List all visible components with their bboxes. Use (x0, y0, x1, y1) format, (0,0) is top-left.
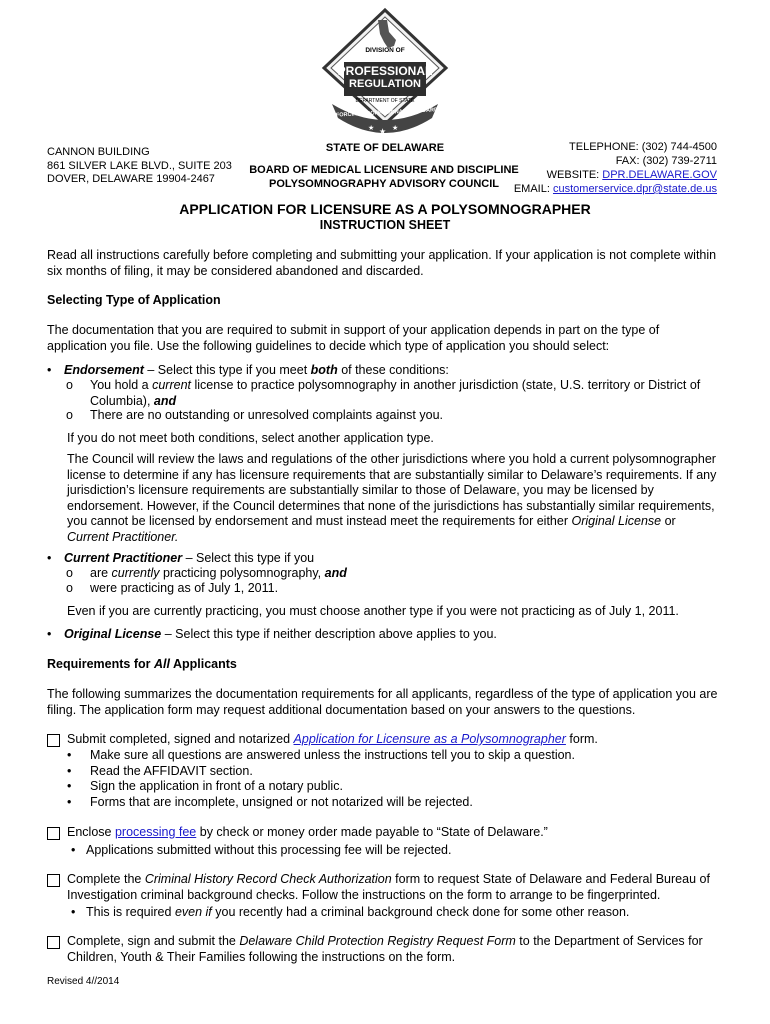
website (480, 168, 717, 182)
website-label: WEBSITE: (546, 169, 600, 181)
application-bullets (67, 748, 575, 810)
endorsement-tail: of these conditions: (337, 363, 449, 377)
emphasis-currently: currently (111, 566, 160, 580)
paragraph-line: license to determine if any has licensure requirements that are substantially similar to Delaware’s requirements. If any (67, 467, 717, 482)
paragraph-line: jurisdiction’s licensure requirements are substantially similar to those of Delaware, you may be licensed by (67, 483, 654, 497)
email-link[interactable]: customerservice.dpr@state.de.us (552, 183, 717, 195)
seal-arc-text: ENFORCING PROFESSIONAL STANDARDS (328, 107, 442, 119)
emphasis-even-if: even if (174, 905, 212, 919)
bullet: • (67, 779, 72, 793)
fee-bullet (67, 843, 451, 859)
intro-line: six months of filing, it may be considered abandoned and discarded. (47, 263, 424, 278)
text: There are no outstanding or unresolved complaints against you. (90, 408, 443, 422)
list-item: Sign the application in front of a notary public. (90, 779, 343, 793)
sub-bullet: o (66, 566, 73, 580)
text: Requirements for (47, 657, 154, 671)
current-condition-2 (66, 581, 278, 597)
list-item: Make sure all questions are answered unless the instructions tell you to skip a question. (90, 748, 575, 762)
sub-bullet: o (66, 408, 73, 422)
current-practitioner-term: Current Practitioner (64, 551, 183, 565)
svg-text:★: ★ (392, 124, 399, 132)
checkbox-fee[interactable] (47, 827, 60, 840)
address-block (47, 146, 232, 187)
emphasis-all: All (153, 657, 170, 671)
text: – Select this type if you (182, 551, 315, 565)
emphasis-current-practitioner: Current Practitioner. (67, 529, 179, 544)
requirement-application (67, 732, 598, 748)
bullet: • (71, 905, 76, 919)
text: Investigation criminal background checks. Follow the instructions on the form to arrange to be fingerprinted. (67, 887, 661, 902)
text: practicing polysomnography, (159, 566, 325, 580)
section2-paragraph (47, 687, 718, 718)
email-label: EMAIL: (513, 183, 550, 195)
text: Complete, sign and submit the (67, 934, 240, 948)
state-name: STATE OF DELAWARE (325, 142, 445, 154)
revision-date: Revised 4//2014 (47, 976, 120, 987)
council-name: POLYSOMNOGRAPHY ADVISORY COUNCIL (268, 178, 500, 190)
text: by check or money order made payable to “State of Delaware.” (196, 825, 548, 839)
board-name: BOARD OF MEDICAL LICENSURE AND DISCIPLINE (249, 164, 519, 176)
endorsement-lead: – Select this type if you meet (143, 363, 311, 377)
bullet: • (67, 794, 72, 809)
emphasis-and: and (324, 566, 347, 580)
text: are (90, 566, 112, 580)
contact-block (480, 140, 717, 196)
council-paragraph (67, 452, 716, 545)
website-link[interactable]: DPR.DELAWARE.GOV (602, 169, 717, 181)
emphasis-current: current (152, 378, 192, 392)
seal-line-1: DIVISION OF (365, 47, 405, 54)
text: This is required (86, 905, 175, 919)
text: Columbia), (90, 393, 154, 408)
original-license-item (47, 627, 497, 643)
bullet: • (47, 627, 52, 641)
seal-logo (318, 6, 452, 150)
requirement-fee (67, 825, 548, 841)
requirement-child-protection (67, 934, 703, 965)
endorsement-item (47, 363, 747, 379)
emphasis-original: Original License (571, 514, 662, 528)
paragraph-line: endorsement. However, if the Council determines that none of the jurisdictions has substantially similar requirements, (67, 498, 715, 513)
text: you recently had a criminal background check done for some other reason. (211, 905, 630, 919)
sub-bullet: o (66, 378, 73, 392)
text: form to request State of Delaware and Federal Bureau of (391, 872, 710, 886)
requirement-criminal-history (67, 872, 710, 903)
paragraph-line: The Council will review the laws and regulations of the other jurisdictions where you hold a current polysomnographer (67, 452, 716, 466)
criminal-history-bullet (67, 905, 629, 921)
current-condition-1 (66, 566, 347, 582)
emphasis-and: and (153, 393, 177, 408)
text: Applicants (169, 657, 237, 671)
seal-line-3: REGULATION (349, 78, 421, 90)
text: form. (565, 732, 598, 746)
address-line-3: DOVER, DELAWARE 19904-2467 (47, 173, 215, 185)
sub-bullet: o (66, 581, 73, 595)
original-license-term: Original License (64, 627, 162, 641)
text: you cannot be licensed by endorsement and must instead meet the requirements for either (67, 514, 572, 528)
checkbox-application[interactable] (47, 734, 60, 747)
seal-line-4: DEPARTMENT OF STATE (355, 98, 415, 104)
text: You hold a (90, 378, 153, 392)
bullet: • (47, 363, 52, 377)
checkbox-child-protection[interactable] (47, 936, 60, 949)
current-practitioner-item (47, 551, 314, 567)
paragraph-line: The following summarizes the documentation requirements for all applicants, regardless of the type of application you are (47, 687, 718, 701)
child-protection-form-name: Delaware Child Protection Registry Request Form (239, 934, 516, 948)
text: to the Department of Services for (515, 934, 703, 948)
text: license to practice polysomnography in another jurisdiction (state, U.S. territory or District of (191, 378, 701, 392)
section-heading-requirements (47, 657, 237, 673)
paragraph-line: application you file. Use the following guidelines to decide which type of application you should select: (47, 338, 610, 353)
text: Children, Youth & Their Families following the instructions on the form. (67, 949, 456, 964)
seal-line-2: PROFESSIONAL (337, 64, 433, 78)
text: Submit completed, signed and notarized (67, 732, 294, 746)
list-item: Read the AFFIDAVIT section. (90, 763, 253, 778)
text: were practicing as of July 1, 2011. (90, 581, 279, 595)
bullet: • (47, 551, 52, 565)
svg-text:★: ★ (368, 124, 375, 132)
endorsement-condition-2 (66, 408, 443, 424)
address-line-1: CANNON BUILDING (47, 146, 150, 158)
bullet: • (67, 748, 72, 762)
processing-fee-link[interactable]: processing fee (114, 825, 197, 839)
page-title: APPLICATION FOR LICENSURE AS A POLYSOMNOGRAPHER (179, 201, 591, 217)
svg-text:★: ★ (379, 127, 387, 136)
paragraph-line: filing. The application form may request additional documentation based on your answers to the questions. (47, 702, 636, 717)
list-item: Forms that are incomplete, unsigned or not notarized will be rejected. (90, 794, 473, 809)
text: Enclose (67, 825, 115, 839)
endorsement-condition-1 (66, 378, 700, 409)
list-item: Applications submitted without this processing fee will be rejected. (86, 843, 452, 857)
endorsement-note: If you do not meet both conditions, select another application type. (67, 431, 434, 445)
current-note: Even if you are currently practicing, you must choose another type if you were not practicing as of July 1, 2011. (67, 604, 679, 618)
emphasis-both: both (310, 363, 338, 377)
telephone: TELEPHONE: (302) 744-4500 (569, 141, 717, 153)
email (480, 182, 717, 196)
text: Complete the (67, 872, 145, 886)
application-form-link[interactable]: Application for Licensure as a Polysomnographer (293, 732, 566, 746)
intro-paragraph (47, 248, 716, 279)
text: – Select this type if neither description above applies to you. (161, 627, 497, 641)
bullet: • (67, 763, 72, 778)
section1-paragraph (47, 323, 659, 354)
checkbox-criminal-history[interactable] (47, 874, 60, 887)
fax: FAX: (302) 739-2711 (615, 155, 717, 167)
section-heading-type: Selecting Type of Application (47, 293, 221, 307)
intro-line: Read all instructions carefully before completing and submitting your application. If your application is not complete within (47, 248, 717, 262)
page-subtitle: INSTRUCTION SHEET (319, 218, 451, 232)
address-line-2: 861 SILVER LAKE BLVD., SUITE 203 (47, 159, 232, 172)
criminal-history-form-name: Criminal History Record Check Authorization (144, 872, 392, 886)
text: or (661, 514, 676, 528)
paragraph-line: The documentation that you are required to submit in support of your application depends in part on the type of (47, 323, 660, 337)
endorsement-term: Endorsement (64, 363, 144, 377)
bullet: • (71, 843, 76, 857)
